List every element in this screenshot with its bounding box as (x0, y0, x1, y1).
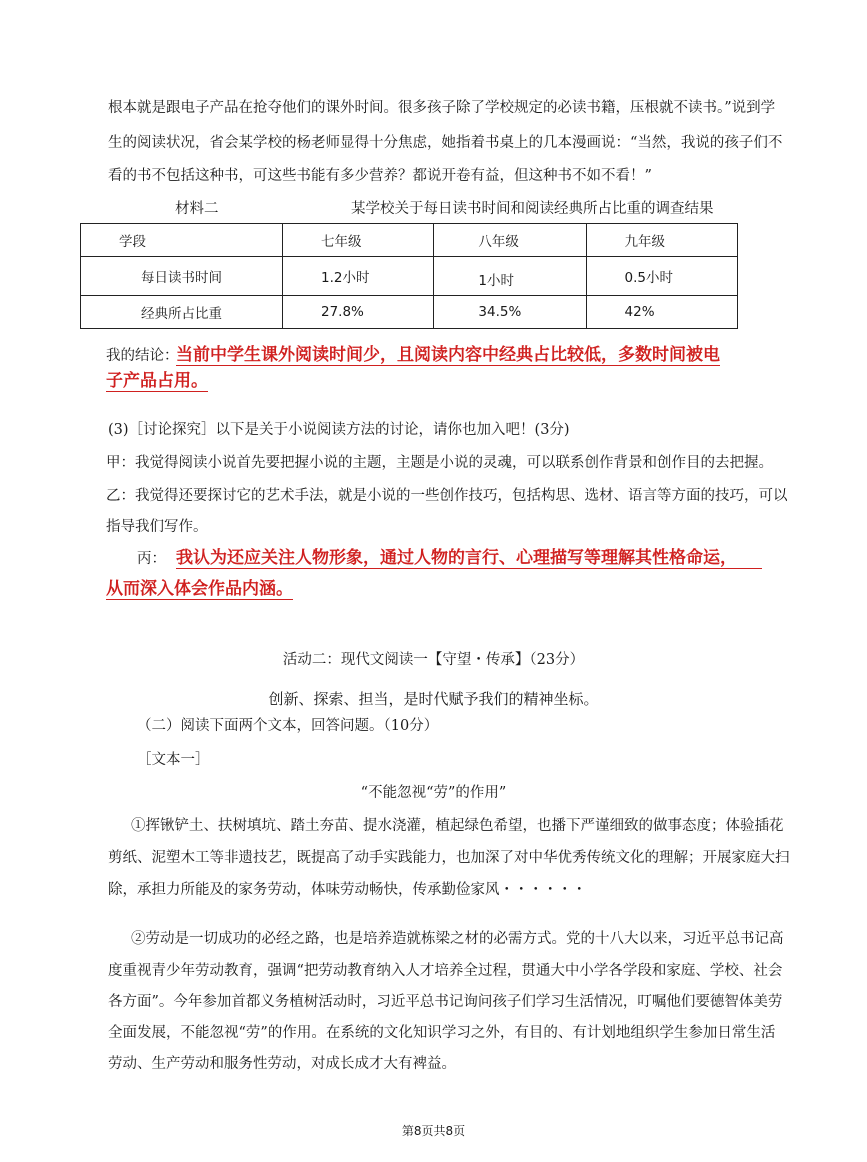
q3-yi-line1: 乙：我觉得还要探讨它的艺术手法，就是小说的一些创作技巧，包括构思、选材、语言等方面的技巧，可以 (106, 488, 788, 504)
page-number: 第8页共8页 (401, 1124, 466, 1138)
p2-line3: 各方面”。今年参加首都义务植树活动时，习近平总书记询问孩子们学习生活情况，叮嘱他们要德智体美劳 (108, 994, 783, 1010)
table-header-cell: 学段 (81, 224, 283, 257)
activity2-subtitle: 创新、探索、担当，是时代赋予我们的精神坐标。 (268, 690, 599, 708)
table-row-label: 每日读书时间 (81, 257, 283, 296)
p1-line2: 剪纸、泥塑木工等非遗技艺，既提高了动手实践能力，也加深了对中华优秀传统文化的理解；开展家庭大扫 (108, 850, 790, 866)
para1-line2: 生的阅读状况，省会某学校的杨老师显得十分焦虑，她指着书桌上的几本漫画说：“当然，我说的孩子们不 (108, 135, 783, 151)
table-cell: 42% (586, 296, 737, 329)
q3-yi-line2: 指导我们写作。 (106, 519, 208, 535)
p2-line1: ②劳动是一切成功的必经之路，也是培养造就栋梁之材的必需方式。党的十八大以来，习近平总书记高 (131, 931, 784, 947)
q3-bing-line1: 我认为还应关注人物形象，通过人物的言行、心理描写等理解其性格命运， (176, 543, 762, 569)
q3-bing-label: 丙： (137, 551, 166, 567)
text1-label: ［文本一］ (137, 752, 210, 768)
p2-line4: 全面发展，不能忽视“劳”的作用。在系统的文化知识学习之外，有目的、有计划地组织学生参加日常生活 (108, 1025, 776, 1041)
survey-table (80, 223, 738, 329)
p1-line1: ①挥锹铲土、扶树填坑、踏土夯苗、提水浇灌，植起绿色希望，也播下严谨细致的做事态度；体验插花 (131, 818, 784, 834)
material2-label: 材料二 (175, 201, 219, 217)
activity2-part2: （二）阅读下面两个文本，回答问题。（10分） (137, 718, 439, 734)
q3-bing-line2: 从而深入体会作品内涵。 (106, 574, 293, 600)
q3-jia: 甲：我觉得阅读小说首先要把握小说的主题，主题是小说的灵魂，可以联系创作背景和创作目的去把握。 (106, 455, 773, 471)
table-row (81, 257, 738, 296)
text1-title: “不能忽视“劳”的作用” (360, 785, 507, 801)
conclusion-label: 我的结论： (106, 348, 179, 364)
table-cell: 34.5% (434, 296, 586, 329)
table-cell: 1小时 (434, 257, 586, 296)
table-header-cell: 七年级 (283, 224, 434, 257)
material2-caption: 某学校关于每日读书时间和阅读经典所占比重的调查结果 (351, 201, 714, 217)
table-header-cell: 八年级 (434, 224, 586, 257)
p2-line2: 度重视青少年劳动教育，强调“把劳动教育纳入人才培养全过程，贯通大中小学各学段和家庭、学校、社会 (108, 963, 783, 979)
table-row (81, 296, 738, 329)
conclusion-answer-line1: 当前中学生课外阅读时间少，且阅读内容中经典占比较低，多数时间被电 (176, 340, 720, 366)
table-cell: 0.5小时 (586, 257, 737, 296)
para1-line1: 根本就是跟电子产品在抢夺他们的课外时间。很多孩子除了学校规定的必读书籍，压根就不读书。”说到学 (108, 100, 776, 116)
para1-line3: 看的书不包括这种书，可这些书能有多少营养？都说开卷有益，但这种书不如不看！” (108, 168, 652, 184)
table-row-label: 经典所占比重 (81, 296, 283, 329)
table-header-cell: 九年级 (586, 224, 737, 257)
q3-prompt: (3)［讨论探究］以下是关于小说阅读方法的讨论，请你也加入吧！(3分) (108, 422, 570, 438)
conclusion-answer-line2: 子产品占用。 (106, 366, 208, 392)
p1-line3: 除，承担力所能及的家务劳动，体味劳动畅快，传承勤俭家风・・・・・・ (108, 882, 587, 898)
p2-line5: 劳动、生产劳动和服务性劳动，对成长成才大有裨益。 (108, 1056, 456, 1072)
table-cell: 1.2小时 (283, 257, 434, 296)
table-row (81, 224, 738, 257)
activity2-title: 活动二：现代文阅读一【守望・传承】（23分） (282, 652, 585, 668)
table-cell: 27.8% (283, 296, 434, 329)
